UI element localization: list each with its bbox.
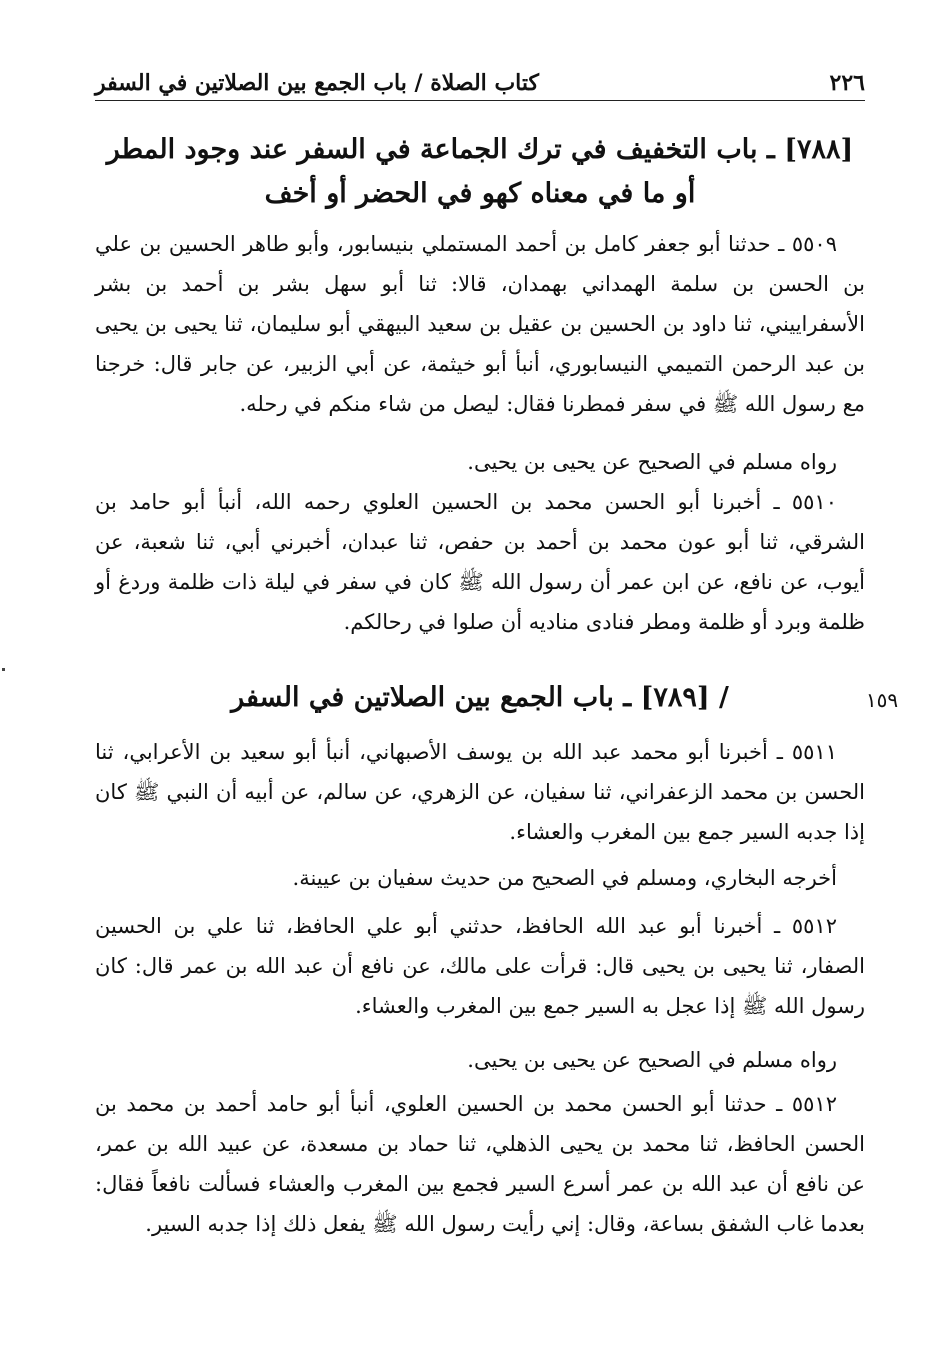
hadith-5511: ٥٥١١ ـ أخبرنا أبو محمد عبد الله بن يوسف الأصبهاني، أنبأ أبو سعيد بن الأعرابي، ثنا الحسن بن محمد الزعفراني، ثنا سفيان، عن الزهري، عن سالم، عن أبيه أن النبي ﷺ كان إذا جدبه السير جمع بين المغرب والعشاء. xyxy=(95,740,865,844)
hadith-5512: ٥٥١٢ ـ أخبرنا أبو عبد الله الحافظ، حدثني أبو علي الحافظ، ثنا علي بن الحسين الصفار، ثنا يحيى بن يحيى قال: قرأت على مالك، عن نافع أن عبد الله بن عمر قال: كان رسول الله ﷺ إذا عجل به السير جمع بين المغرب والعشاء. xyxy=(95,914,865,1018)
chapter-788-heading: [٧٨٨] ـ باب التخفيف في ترك الجماعة في السفر عند وجود المطر أو ما في معناه كهو في الحضر أو أخف xyxy=(106,134,854,209)
hadith-5512-note: رواه مسلم في الصحيح عن يحيى بن يحيى. xyxy=(467,1048,837,1072)
chapter-789-heading: / [٧٨٩] ـ باب الجمع بين الصلاتين في السفر xyxy=(231,682,729,713)
page-number: ٢٢٦ xyxy=(829,70,865,96)
hadith-5509-note: رواه مسلم في الصحيح عن يحيى بن يحيى. xyxy=(467,450,837,474)
hadith-5512b: ٥٥١٢ ـ حدثنا أبو الحسن محمد بن الحسين العلوي، أنبأ أبو حامد أحمد بن محمد بن الحسن الحافظ، ثنا محمد بن يحيى الذهلي، ثنا حماد بن مسعدة، عن عبيد الله بن عمر، عن نافع أن عبد الله بن عمر أسرع السير فجمع بين المغرب والعشاء فسألت نافعاً فقال: بعدما غاب الشفق بساعة، وقال: إني رأيت رسول الله ﷺ يفعل ذلك إذا جدبه السير. xyxy=(95,1092,865,1236)
hadith-5510: ٥٥١٠ ـ أخبرنا أبو الحسن محمد بن الحسين العلوي رحمه الله، أنبأ أبو حامد بن الشرقي، ثنا أبو عون محمد بن أحمد بن حفص، ثنا عبدان، أخبرني أبي، ثنا شعبة، عن أيوب، عن نافع، عن ابن عمر أن رسول الله ﷺ كان في سفر في ليلة ذات ظلمة وردغ أو ظلمة وبرد أو ظلمة ومطر فنادى مناديه أن صلوا في رحالكم. xyxy=(95,490,865,634)
hadith-5509: ٥٥٠٩ ـ حدثنا أبو جعفر كامل بن أحمد المستملي بنيسابور، وأبو طاهر الحسين بن علي بن الحسن بن سلمة الهمداني بهمدان، قالا: ثنا أبو سهل بشر بن أحمد بن بشر الأسفراييني، ثنا داود بن الحسين بن عقيل بن سعيد البيهقي أبو سليمان، ثنا يحيى بن يحيى بن عبد الرحمن التميمي النيسابوري، أنبأ أبو خيثمة، عن أبي الزبير، عن جابر قال: خرجنا مع رسول الله ﷺ في سفر فمطرنا فقال: ليصل من شاء منكم في رحله. xyxy=(95,232,865,416)
running-title: كتاب الصلاة / باب الجمع بين الصلاتين في السفر xyxy=(95,70,539,96)
scan-mark xyxy=(2,668,5,671)
hadith-5511-note: أخرجه البخاري، ومسلم في الصحيح من حديث سفيان بن عيينة. xyxy=(292,866,837,890)
margin-reference: ١٥٩ xyxy=(865,688,899,712)
page-header xyxy=(95,62,865,101)
